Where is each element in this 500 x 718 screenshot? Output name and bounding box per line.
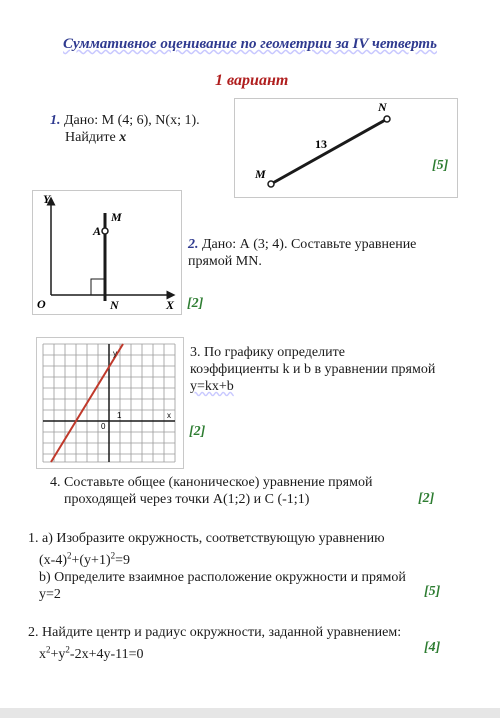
task2-line1: Дано: А (3; 4). Составьте уравнение xyxy=(202,237,417,252)
task4-line2: проходящей через точки А(1;2) и С (-1;1) xyxy=(64,492,310,507)
task3-line2: коэффициенты k и b в уравнении прямой xyxy=(190,362,436,377)
task6-text xyxy=(28,624,401,663)
task2-score: [2] xyxy=(187,296,204,311)
right-angle-mark xyxy=(91,279,105,295)
coordinate-diagram xyxy=(33,191,181,314)
task1-figure xyxy=(234,98,458,198)
task5-equation: $(x-4)^2+(y+1)^2=9$ xyxy=(39,550,131,568)
segment-mn xyxy=(271,119,387,184)
task6-equation: $x^2+y^2-2x+4y-11=0$ xyxy=(39,644,144,662)
task1-variable: x xyxy=(119,130,127,145)
graph-label-zero: 0 xyxy=(101,422,106,431)
task5-text xyxy=(28,530,406,603)
task2-text xyxy=(188,236,416,270)
label-a: A xyxy=(93,224,102,238)
task4-score: [2] xyxy=(418,491,435,506)
task5-line2: b) Определите взаимное расположение окружности и прямой xyxy=(39,569,406,585)
task1-score: [5] xyxy=(432,158,449,173)
task3-line1: 3. По графику определите xyxy=(190,345,345,360)
bottom-bar xyxy=(0,708,500,718)
worksheet-title: Суммативное оценивание по геометрии за IV четверть xyxy=(63,36,437,52)
label-y: Y xyxy=(43,192,51,206)
linear-graph xyxy=(37,338,183,468)
point-n xyxy=(384,116,390,122)
task3-score: [2] xyxy=(189,424,206,439)
variant-label: 1 вариант xyxy=(215,72,289,89)
task2-line2: прямой MN. xyxy=(188,254,262,269)
task1-number: 1. xyxy=(50,113,61,128)
task4-line1: 4. Составьте общее (каноническое) уравнение прямой xyxy=(50,475,373,490)
label-m2: M xyxy=(111,210,122,224)
label-x: X xyxy=(166,298,175,312)
label-n: N xyxy=(378,100,387,114)
segment-mn-diagram xyxy=(235,99,457,197)
task1-text xyxy=(50,112,200,146)
task6-line1: 2. Найдите центр и радиус окружности, заданной уравнением: xyxy=(28,625,402,640)
point-m xyxy=(268,181,274,187)
graph-label-y: y xyxy=(113,349,117,358)
task2-figure xyxy=(32,190,182,315)
task5-line1: 1. а) Изобразите окружность, соответствующую уравнению xyxy=(28,531,385,546)
task6-score: [4] xyxy=(424,640,441,655)
task1-find: Найдите xyxy=(65,130,116,145)
graph-label-x: x xyxy=(167,411,171,420)
task2-number: 2. xyxy=(188,237,199,252)
label-origin: O xyxy=(37,297,46,311)
task3-line3: y=kx+b xyxy=(190,379,234,394)
point-a xyxy=(102,228,108,234)
task3-text xyxy=(190,344,435,395)
task1-given: Дано: М (4; 6), N(x; 1). xyxy=(64,113,200,128)
task5-score: [5] xyxy=(424,584,441,599)
label-n2: N xyxy=(110,298,119,312)
task5-line3: y=2 xyxy=(39,586,61,602)
graph-label-one: 1 xyxy=(117,411,122,420)
task4-text xyxy=(50,474,372,508)
task3-figure xyxy=(36,337,184,469)
label-length: 13 xyxy=(315,137,327,151)
label-m: M xyxy=(255,167,266,181)
